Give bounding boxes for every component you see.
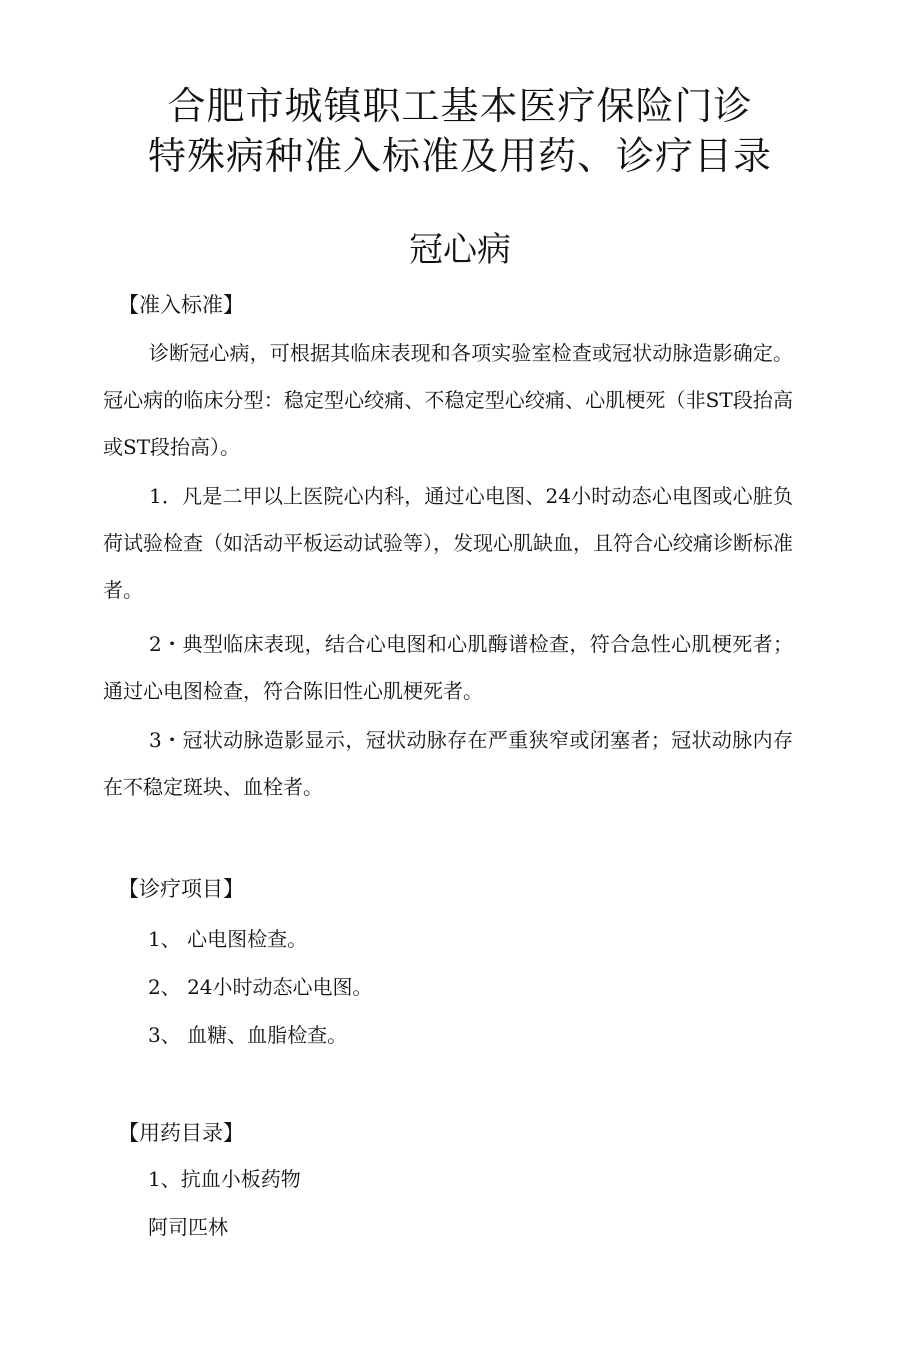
treatment-item-1: 1、 心电图检查。 bbox=[148, 927, 308, 951]
medication-drug-aspirin: 阿司匹林 bbox=[148, 1215, 228, 1239]
document-title-line1: 合肥市城镇职工基本医疗保险门诊 bbox=[167, 84, 753, 128]
section-heading-medication: 【用药目录】 bbox=[118, 1121, 244, 1145]
admission-criterion-3: 3・冠状动脉造影显示，冠状动脉存在严重狭窄或闭塞者；冠状动脉内存在不稳定斑块、血栓者。 bbox=[103, 728, 793, 799]
medication-category-1: 1、抗血小板药物 bbox=[148, 1167, 301, 1191]
section-heading-admission: 【准入标准】 bbox=[118, 293, 244, 317]
disease-title: 冠心病 bbox=[409, 230, 511, 270]
section-heading-treatment: 【诊疗项目】 bbox=[118, 877, 244, 901]
admission-criterion-1: 1．凡是二甲以上医院心内科，通过心电图、24小时动态心电图或心脏负荷试验检查（如活动平板运动试验等），发现心肌缺血，且符合心绞痛诊断标准者。 bbox=[103, 484, 793, 602]
document-title-line2: 特殊病种准入标准及用药、诊疗目录 bbox=[147, 134, 772, 178]
treatment-item-2: 2、 24小时动态心电图。 bbox=[148, 975, 373, 999]
admission-intro-paragraph: 诊断冠心病，可根据其临床表现和各项实验室检查或冠状动脉造影确定。冠心病的临床分型：稳定型心绞痛、不稳定型心绞痛、心肌梗死（非ST段抬高或ST段抬高）。 bbox=[103, 341, 793, 459]
admission-criterion-2: 2・典型临床表现，结合心电图和心肌酶谱检查，符合急性心肌梗死者；通过心电图检查，符合陈旧性心肌梗死者。 bbox=[103, 632, 793, 703]
treatment-item-3: 3、 血糖、血脂检查。 bbox=[148, 1023, 348, 1047]
